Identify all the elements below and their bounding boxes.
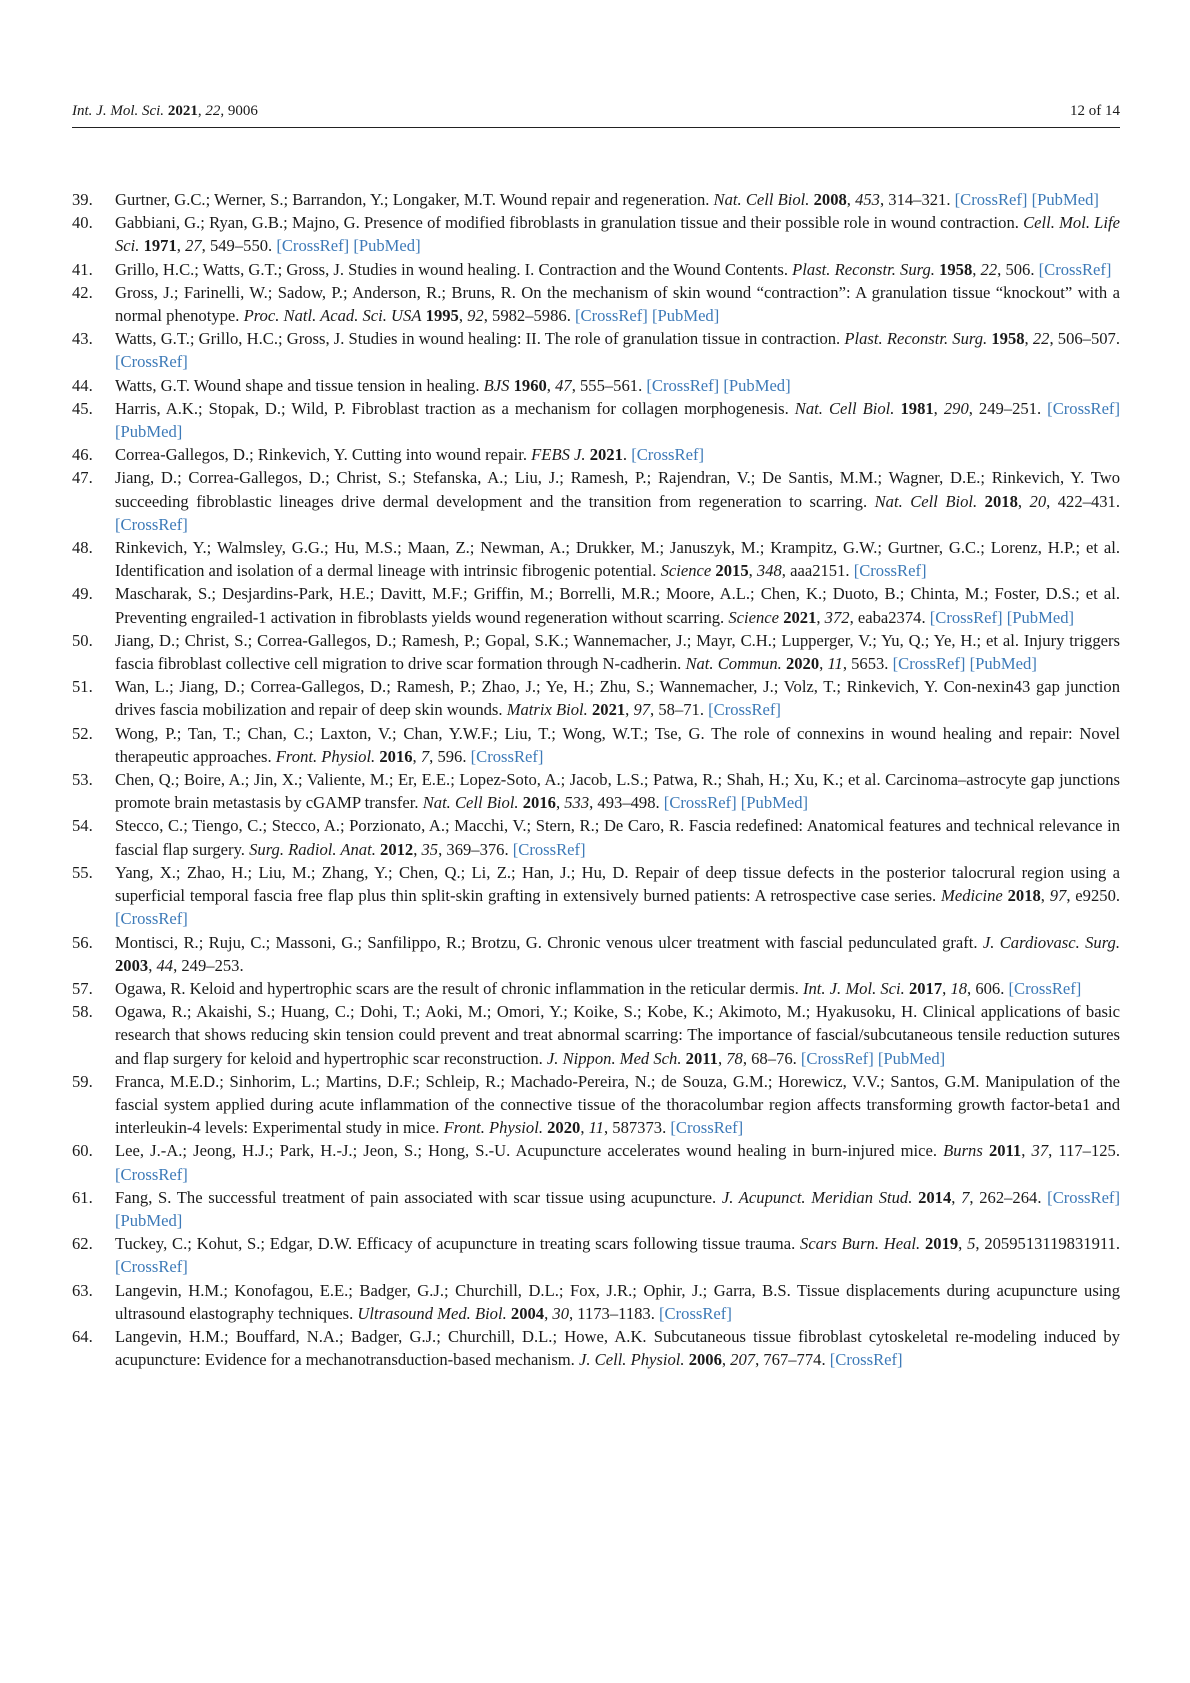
- reference-segment: , 369–376.: [438, 839, 513, 859]
- reference-item: [72, 931, 1120, 977]
- reference-journal-or-volume: 290: [943, 398, 969, 418]
- reference-number: 60.: [72, 1141, 93, 1161]
- crossref-link[interactable]: [CrossRef]: [708, 700, 781, 720]
- reference-journal-or-volume: Nat. Cell Biol.: [422, 793, 519, 813]
- reference-journal-or-volume: 18: [950, 978, 968, 998]
- reference-year: 1960: [513, 375, 547, 395]
- reference-journal-or-volume: FEBS J.: [531, 445, 586, 465]
- crossref-link[interactable]: [CrossRef]: [115, 514, 188, 534]
- reference-segment: , 422–431.: [1046, 491, 1120, 511]
- reference-number: 64.: [72, 1326, 93, 1346]
- reference-segment: ,: [951, 1187, 962, 1207]
- reference-journal-or-volume: 78: [726, 1048, 743, 1068]
- reference-year: 2006: [688, 1350, 722, 1370]
- reference-segment: ,: [1021, 1141, 1032, 1161]
- reference-segment: , 5982–5986.: [483, 306, 575, 326]
- pubmed-link[interactable]: [PubMed]: [877, 1048, 946, 1068]
- reference-text: [115, 1139, 1120, 1185]
- reference-segment: Jiang, D.; Christ, S.; Correa-Gallegos, D.; Ramesh, P.; Gopal, S.K.; Wannemacher, J.; Mayr, C.H.; Lupperger, V.; Yu, Q.; Ye, H.; et al. Injury triggers fascia fibroblast collective cell migration to drive scar formation through N-cadherin.: [115, 630, 1120, 674]
- reference-journal-or-volume: 11: [588, 1118, 604, 1138]
- reference-segment: , 493–498.: [589, 793, 664, 813]
- reference-journal-or-volume: 30: [552, 1303, 569, 1323]
- reference-segment: ,: [555, 793, 565, 813]
- crossref-link[interactable]: [CrossRef]: [670, 1118, 744, 1138]
- reference-text: [115, 629, 1120, 675]
- pubmed-link[interactable]: [PubMed]: [740, 793, 809, 813]
- reference-item: [72, 1070, 1120, 1140]
- crossref-link[interactable]: [CrossRef]: [574, 306, 648, 326]
- reference-number: 63.: [72, 1280, 93, 1300]
- pubmed-link[interactable]: [PubMed]: [115, 1210, 183, 1230]
- crossref-link[interactable]: [CrossRef]: [470, 746, 544, 766]
- reference-segment: Fang, S. The successful treatment of pain associated with scar tissue using acupuncture.: [115, 1187, 722, 1207]
- reference-journal-or-volume: 20: [1029, 491, 1047, 511]
- reference-journal-or-volume: 22: [980, 259, 998, 279]
- reference-journal-or-volume: Surg. Radiol. Anat.: [249, 839, 376, 859]
- reference-number: 61.: [72, 1187, 93, 1207]
- reference-text: [115, 814, 1120, 860]
- reference-text: [115, 582, 1120, 628]
- crossref-link[interactable]: [CrossRef]: [659, 1303, 732, 1323]
- reference-year: 2018: [984, 491, 1018, 511]
- reference-number: 53.: [72, 770, 93, 790]
- reference-number: 47.: [72, 468, 93, 488]
- reference-year: 2020: [547, 1118, 581, 1138]
- reference-year: 2021: [591, 700, 626, 720]
- reference-segment: Gabbiani, G.; Ryan, G.B.; Majno, G. Presence of modified fibroblasts in granulation tissue and their possible role in wound contraction.: [115, 213, 1024, 233]
- reference-item: [72, 536, 1120, 582]
- reference-segment: Jiang, D.; Correa-Gallegos, D.; Christ, S.; Stefanska, A.; Liu, J.; Ramesh, P.; Rajendran, V.; De Santis, M.M.; Wagner, D.E.; Rinkevich, Y. Two succeeding fibroblastic lineages drive dermal development and the transition from regeneration to scarring.: [115, 468, 1120, 511]
- article-number: 9006: [227, 103, 258, 119]
- reference-segment: , 606.: [967, 978, 1009, 998]
- reference-year: 2018: [1007, 886, 1041, 906]
- reference-journal-or-volume: 97: [1049, 886, 1067, 906]
- reference-segment: Langevin, H.M.; Konofagou, E.E.; Badger, G.J.; Churchill, D.L.; Fox, J.R.; Ophir, J.; Garra, B.S. Tissue displacements during acupuncture using ultrasound elastography techniques.: [115, 1280, 1120, 1323]
- reference-item: [72, 814, 1120, 860]
- reference-journal-or-volume: Cell. Mol. Life Sci.: [115, 213, 1120, 256]
- reference-journal-or-volume: Plast. Reconstr. Surg.: [792, 259, 935, 279]
- reference-segment: ,: [412, 746, 421, 766]
- reference-text: [115, 258, 1120, 281]
- reference-number: 43.: [72, 329, 93, 349]
- reference-segment: Rinkevich, Y.; Walmsley, G.G.; Hu, M.S.; Maan, Z.; Newman, A.; Drukker, M.; Januszyk, M.; Krampitz, G.W.; Gurtner, G.C.; Lorenz, H.P.; et al. Identification and isolation of a dermal lineage with intrinsic fibrogenic potential.: [115, 538, 1120, 581]
- reference-segment: ,: [942, 978, 951, 998]
- reference-segment: , 58–71.: [650, 700, 709, 720]
- reference-segment: ,: [413, 839, 422, 859]
- reference-journal-or-volume: BJS: [483, 375, 510, 395]
- running-header: [72, 103, 1120, 128]
- reference-number: 45.: [72, 398, 93, 418]
- crossref-link[interactable]: [CrossRef]: [115, 1257, 188, 1277]
- crossref-link[interactable]: [CrossRef]: [1038, 259, 1112, 279]
- crossref-link[interactable]: [CrossRef]: [853, 561, 927, 581]
- crossref-link[interactable]: [CrossRef]: [1047, 398, 1120, 418]
- reference-segment: ,: [958, 1234, 968, 1254]
- reference-journal-or-volume: Nat. Cell Biol.: [874, 491, 978, 511]
- reference-year: 2021: [783, 607, 817, 627]
- reference-segment: , 767–774.: [755, 1350, 830, 1370]
- reference-journal-or-volume: 97: [633, 700, 651, 720]
- reference-journal-or-volume: 7: [961, 1187, 970, 1207]
- reference-number: 49.: [72, 584, 93, 604]
- reference-year: 2004: [510, 1303, 545, 1323]
- reference-number: 50.: [72, 630, 93, 650]
- reference-segment: ,: [625, 700, 634, 720]
- reference-segment: ,: [846, 190, 856, 209]
- reference-text: [115, 1279, 1120, 1325]
- pubmed-link[interactable]: [PubMed]: [1006, 607, 1075, 627]
- crossref-link[interactable]: [CrossRef]: [1047, 1187, 1120, 1207]
- reference-item: [72, 1279, 1120, 1325]
- reference-segment: ,: [721, 1350, 731, 1370]
- reference-segment: ,: [1024, 329, 1033, 349]
- reference-journal-or-volume: Plast. Reconstr. Surg.: [844, 329, 988, 349]
- reference-journal-or-volume: 5: [967, 1234, 976, 1254]
- reference-item: [72, 977, 1120, 1000]
- reference-number: 54.: [72, 816, 93, 836]
- reference-year: 2003: [115, 955, 149, 975]
- reference-journal-or-volume: Front. Physiol.: [275, 746, 376, 766]
- reference-text: [115, 466, 1120, 536]
- reference-item: [72, 675, 1120, 721]
- reference-number: 59.: [72, 1071, 93, 1091]
- reference-item: [72, 629, 1120, 675]
- crossref-link[interactable]: [CrossRef]: [1008, 978, 1082, 998]
- reference-year: 1981: [900, 398, 934, 418]
- reference-item: [72, 861, 1120, 931]
- reference-segment: ,: [458, 306, 468, 326]
- reference-text: [115, 536, 1120, 582]
- reference-text: [115, 188, 1120, 211]
- reference-text: [115, 327, 1120, 373]
- reference-journal-or-volume: J. Cardiovasc. Surg.: [982, 932, 1120, 952]
- reference-journal-or-volume: 453: [855, 190, 880, 209]
- reference-segment: ,: [546, 375, 556, 395]
- reference-journal-or-volume: 22: [1032, 329, 1050, 349]
- pubmed-link[interactable]: [PubMed]: [1031, 190, 1099, 209]
- reference-item: [72, 1000, 1120, 1070]
- reference-segment: , 587373.: [603, 1118, 671, 1138]
- reference-segment: Stecco, C.; Tiengo, C.; Stecco, A.; Porzionato, A.; Macchi, V.; Stern, R.; De Caro, R. Fascia redefined: Anatomical features and technical relevance in fascial flap surgery.: [115, 816, 1120, 859]
- reference-item: [72, 188, 1120, 211]
- reference-item: [72, 582, 1120, 628]
- reference-segment: , aaa2151.: [781, 561, 854, 581]
- reference-segment: [977, 492, 985, 511]
- reference-number: 56.: [72, 932, 93, 952]
- reference-year: 2008: [813, 190, 847, 209]
- reference-text: [115, 1070, 1120, 1140]
- pubmed-link[interactable]: [PubMed]: [115, 422, 183, 442]
- reference-segment: , 5653.: [842, 654, 893, 674]
- reference-segment: Watts, G.T.; Grillo, H.C.; Gross, J. Studies in wound healing: II. The role of granulation tissue in contraction.: [115, 329, 845, 349]
- reference-text: [115, 397, 1120, 443]
- reference-segment: ,: [816, 607, 825, 627]
- crossref-link[interactable]: [CrossRef]: [115, 1164, 188, 1184]
- reference-item: [72, 211, 1120, 257]
- reference-segment: Ogawa, R. Keloid and hypertrophic scars are the result of chronic inflammation in the reticular dermis.: [115, 978, 803, 998]
- reference-item: [72, 1139, 1120, 1185]
- reference-journal-or-volume: 7: [420, 746, 430, 766]
- crossref-link[interactable]: [CrossRef]: [115, 909, 188, 929]
- reference-item: [72, 258, 1120, 281]
- reference-segment: Gurtner, G.C.; Werner, S.; Barrandon, Y.; Longaker, M.T. Wound repair and regeneration.: [115, 190, 714, 209]
- reference-number: 44.: [72, 375, 93, 395]
- reference-journal-or-volume: Nat. Cell Biol.: [713, 190, 810, 209]
- reference-segment: ,: [972, 259, 981, 279]
- reference-number: 51.: [72, 677, 93, 697]
- reference-segment: , 68–76.: [742, 1048, 801, 1068]
- crossref-link[interactable]: [CrossRef]: [512, 839, 586, 859]
- reference-journal-or-volume: J. Nippon. Med Sch.: [546, 1048, 682, 1068]
- crossref-link[interactable]: [CrossRef]: [829, 1350, 903, 1370]
- reference-segment: Franca, M.E.D.; Sinhorim, L.; Martins, D.F.; Schleip, R.; Machado-Pereira, N.; de Souza, G.M.; Horewicz, V.V.; Santos, G.M. Manipulation of the fascial system applied during acute inflammation of the connective tissue of the thoracolumbar region affects transforming growth factor-beta1 and interleukin-4 levels: Experimental study in mice.: [115, 1071, 1120, 1138]
- reference-segment: ,: [580, 1118, 589, 1138]
- reference-segment: , 314–321.: [879, 190, 955, 209]
- reference-text: [115, 374, 1120, 397]
- reference-journal-or-volume: Burns: [943, 1141, 983, 1161]
- reference-segment: , 262–264.: [969, 1187, 1048, 1207]
- reference-year: 2019: [924, 1234, 959, 1254]
- pubmed-link[interactable]: [PubMed]: [969, 654, 1037, 674]
- reference-year: 2016: [522, 793, 556, 813]
- reference-segment: ,: [933, 398, 944, 418]
- reference-segment: Langevin, H.M.; Bouffard, N.A.; Badger, G.J.; Churchill, D.L.; Howe, A.K. Subcutaneous tissue fibroblast cytoskeletal re-modeling induced by acupuncture: Evidence for a mechanotransduction-based mechanism.: [115, 1326, 1120, 1370]
- reference-year: 2016: [379, 746, 413, 766]
- pubmed-link[interactable]: [PubMed]: [723, 375, 791, 395]
- crossref-link[interactable]: [CrossRef]: [663, 793, 737, 813]
- reference-segment: Ogawa, R.; Akaishi, S.; Huang, C.; Dohi, T.; Aoki, M.; Omori, Y.; Koike, S.; Kobe, K.; Akimoto, M.; Hyakusoku, H. Clinical applications of basic research that shows reducing skin tension could prevent and treat abnormal scarring: The importance of fascial/subcutaneous tensile reduction sutures and flap surgery for keloid and hypertrophic scar reconstruction.: [115, 1002, 1120, 1068]
- reference-journal-or-volume: Proc. Natl. Acad. Sci. USA: [243, 306, 422, 326]
- reference-journal-or-volume: 348: [756, 561, 782, 581]
- reference-text: [115, 1000, 1120, 1070]
- reference-year: 1958: [939, 259, 973, 279]
- reference-year: 1958: [991, 329, 1025, 349]
- reference-year: 2011: [685, 1048, 718, 1068]
- reference-segment: Wong, P.; Tan, T.; Chan, C.; Laxton, V.; Chan, Y.W.F.; Liu, T.; Wong, W.T.; Tse, G. The role of connexins in wound healing and repair: Novel therapeutic approaches.: [115, 723, 1120, 766]
- reference-segment: Lee, J.-A.; Jeong, H.J.; Park, H.-J.; Jeon, S.; Hong, S.-U. Acupuncture accelerates wound healing in burn-injured mice.: [115, 1141, 944, 1161]
- reference-journal-or-volume: 11: [827, 654, 843, 674]
- reference-segment: , 506.: [997, 259, 1039, 279]
- reference-item: [72, 1232, 1120, 1278]
- reference-journal-or-volume: Science: [660, 561, 712, 581]
- reference-text: [115, 281, 1120, 327]
- reference-item: [72, 768, 1120, 814]
- reference-journal-or-volume: 533: [564, 793, 590, 813]
- crossref-link[interactable]: [CrossRef]: [954, 190, 1028, 209]
- reference-journal-or-volume: Front. Physiol.: [443, 1118, 543, 1138]
- reference-text: [115, 931, 1120, 977]
- reference-segment: Watts, G.T. Wound shape and tissue tension in healing.: [115, 375, 484, 395]
- reference-segment: ,: [1040, 886, 1050, 906]
- crossref-link[interactable]: [CrossRef]: [631, 445, 705, 465]
- pubmed-link[interactable]: [PubMed]: [651, 306, 720, 326]
- reference-year: 1971: [143, 236, 177, 256]
- crossref-link[interactable]: [CrossRef]: [929, 607, 1003, 627]
- crossref-link[interactable]: [CrossRef]: [892, 654, 966, 674]
- reference-segment: , 549–550.: [201, 236, 277, 256]
- reference-number: 46.: [72, 445, 93, 465]
- reference-text: [115, 722, 1120, 768]
- reference-text: [115, 211, 1120, 257]
- reference-item: [72, 327, 1120, 373]
- reference-segment: Chen, Q.; Boire, A.; Jin, X.; Valiente, M.; Er, E.E.; Lopez-Soto, A.; Jacob, L.S.; Patwa, R.; Shah, H.; Xu, K.; et al. Carcinoma–astrocyte gap junctions promote brain metastasis by cGAMP transfer.: [115, 770, 1120, 813]
- reference-segment: Grillo, H.C.; Watts, G.T.; Gross, J. Studies in wound healing. I. Contraction and the Wound Contents.: [115, 259, 793, 279]
- reference-number: 39.: [72, 190, 93, 209]
- reference-segment: , 117–125.: [1048, 1141, 1120, 1161]
- reference-item: [72, 443, 1120, 466]
- page-number: 12 of 14: [1070, 103, 1120, 119]
- reference-segment: .: [622, 445, 632, 465]
- crossref-link[interactable]: [CrossRef]: [115, 352, 188, 372]
- reference-segment: ,: [148, 955, 157, 975]
- reference-segment: Mascharak, S.; Desjardins-Park, H.E.; Davitt, M.F.; Griffin, M.; Borrelli, M.R.; Moore, A.L.; Chen, K.; Duoto, B.; Chinta, M.; Foster, D.S.; et al. Preventing engrailed-1 activation in fibroblasts yields wound regeneration without scarring.: [115, 584, 1120, 627]
- reference-segment: Wan, L.; Jiang, D.; Correa-Gallegos, D.; Ramesh, P.; Zhao, J.; Ye, H.; Zhu, S.; Wannemacher, J.; Volz, T.; Rinkevich, Y. Con-nexin43 gap junction drives fascia mobilization and repair of deep skin wounds.: [115, 677, 1120, 720]
- reference-year: 2014: [918, 1187, 952, 1207]
- reference-number: 52.: [72, 723, 93, 743]
- reference-number: 58.: [72, 1002, 93, 1022]
- reference-journal-or-volume: 47: [555, 375, 572, 395]
- reference-segment: , e9250.: [1066, 886, 1121, 906]
- reference-segment: ,: [717, 1048, 727, 1068]
- reference-segment: , 249–251.: [968, 398, 1048, 418]
- crossref-link[interactable]: [CrossRef]: [646, 375, 720, 395]
- reference-segment: , 249–253.: [173, 955, 244, 975]
- reference-year: 2021: [589, 445, 623, 465]
- reference-year: 2020: [785, 654, 820, 674]
- reference-number: 41.: [72, 259, 93, 279]
- reference-journal-or-volume: Int. J. Mol. Sci.: [802, 978, 905, 998]
- reference-journal-or-volume: 27: [185, 236, 202, 256]
- reference-segment: , 555–561.: [571, 375, 647, 395]
- reference-journal-or-volume: 92: [467, 306, 484, 326]
- reference-number: 57.: [72, 978, 93, 998]
- journal-volume: 22: [205, 103, 221, 119]
- reference-segment: Tuckey, C.; Kohut, S.; Edgar, D.W. Efficacy of acupuncture in treating scars following tissue trauma.: [115, 1234, 801, 1254]
- reference-journal-or-volume: Nat. Cell Biol.: [794, 398, 895, 418]
- reference-journal-or-volume: 207: [730, 1350, 756, 1370]
- reference-year: 1995: [425, 306, 459, 326]
- reference-text: [115, 443, 1120, 466]
- reference-segment: ,: [819, 654, 828, 674]
- reference-journal-or-volume: Ultrasound Med. Biol.: [357, 1303, 507, 1323]
- pubmed-link[interactable]: [PubMed]: [353, 236, 421, 256]
- journal-citation: Int. J. Mol. Sci. 2021, 22, 9006: [72, 103, 258, 119]
- reference-number: 42.: [72, 282, 93, 302]
- reference-item: [72, 1186, 1120, 1232]
- reference-year: 2017: [908, 978, 943, 998]
- reference-journal-or-volume: J. Acupunct. Meridian Stud.: [721, 1187, 913, 1207]
- reference-item: [72, 466, 1120, 536]
- reference-segment: Gross, J.; Farinelli, W.; Sadow, P.; Anderson, R.; Bruns, R. On the mechanism of skin wound “contraction”: A granulation tissue “knockout” with a normal phenotype.: [115, 282, 1120, 326]
- reference-item: [72, 281, 1120, 327]
- reference-segment: ,: [1017, 491, 1030, 511]
- reference-segment: , eaba2374.: [849, 607, 930, 627]
- journal-year: 2021: [167, 103, 198, 119]
- reference-number: 55.: [72, 862, 93, 882]
- reference-segment: Harris, A.K.; Stopak, D.; Wild, P. Fibroblast traction as a mechanism for collagen morphogenesis.: [115, 398, 795, 418]
- reference-list: [72, 188, 1120, 1371]
- reference-item: [72, 374, 1120, 397]
- reference-segment: Correa-Gallegos, D.; Rinkevich, Y. Cutting into wound repair.: [115, 445, 532, 465]
- reference-text: [115, 675, 1120, 721]
- reference-segment: ,: [176, 236, 186, 256]
- reference-text: [115, 977, 1120, 1000]
- reference-journal-or-volume: 44: [156, 955, 174, 975]
- reference-number: 62.: [72, 1234, 93, 1254]
- reference-item: [72, 722, 1120, 768]
- reference-journal-or-volume: J. Cell. Physiol.: [578, 1350, 685, 1370]
- reference-journal-or-volume: Nat. Commun.: [685, 654, 782, 674]
- reference-journal-or-volume: 35: [421, 839, 439, 859]
- reference-segment: , 2059513119831911.: [975, 1234, 1121, 1254]
- reference-journal-or-volume: 37: [1031, 1141, 1049, 1161]
- reference-segment: , 596.: [429, 746, 471, 766]
- reference-journal-or-volume: Science: [728, 607, 780, 627]
- reference-item: [72, 1325, 1120, 1371]
- reference-segment: ,: [748, 561, 757, 581]
- reference-year: 2015: [715, 561, 749, 581]
- reference-text: [115, 1232, 1120, 1278]
- reference-text: [115, 861, 1120, 931]
- reference-text: [115, 1325, 1120, 1371]
- reference-item: [72, 397, 1120, 443]
- reference-text: [115, 768, 1120, 814]
- reference-segment: , 1173–1183.: [568, 1303, 660, 1323]
- reference-text: [115, 1186, 1120, 1232]
- reference-year: 2012: [380, 839, 414, 859]
- reference-journal-or-volume: Matrix Biol.: [506, 700, 588, 720]
- reference-segment: Montisci, R.; Ruju, C.; Massoni, G.; Sanfilippo, R.; Brotzu, G. Chronic venous ulcer treatment with fascial pedunculated graft.: [115, 932, 983, 952]
- reference-journal-or-volume: Scars Burn. Heal.: [800, 1234, 921, 1254]
- reference-number: 40.: [72, 213, 93, 233]
- crossref-link[interactable]: [CrossRef]: [276, 236, 350, 256]
- reference-journal-or-volume: Medicine: [941, 886, 1003, 906]
- reference-segment: ,: [544, 1303, 553, 1323]
- reference-number: 48.: [72, 538, 93, 558]
- reference-year: 2011: [988, 1141, 1022, 1161]
- reference-segment: , 506–507.: [1049, 329, 1120, 349]
- reference-journal-or-volume: 372: [824, 607, 850, 627]
- reference-segment: Yang, X.; Zhao, H.; Liu, M.; Zhang, Y.; Chen, Q.; Li, Z.; Han, J.; Hu, D. Repair of deep tissue defects in the posterior talocrural region using a superficial temporal fascia free flap plus thin split-skin grafting in extensively burned patients: A retrospective case series.: [115, 862, 1120, 906]
- journal-name: Int. J. Mol. Sci.: [72, 103, 165, 119]
- crossref-link[interactable]: [CrossRef]: [800, 1048, 874, 1068]
